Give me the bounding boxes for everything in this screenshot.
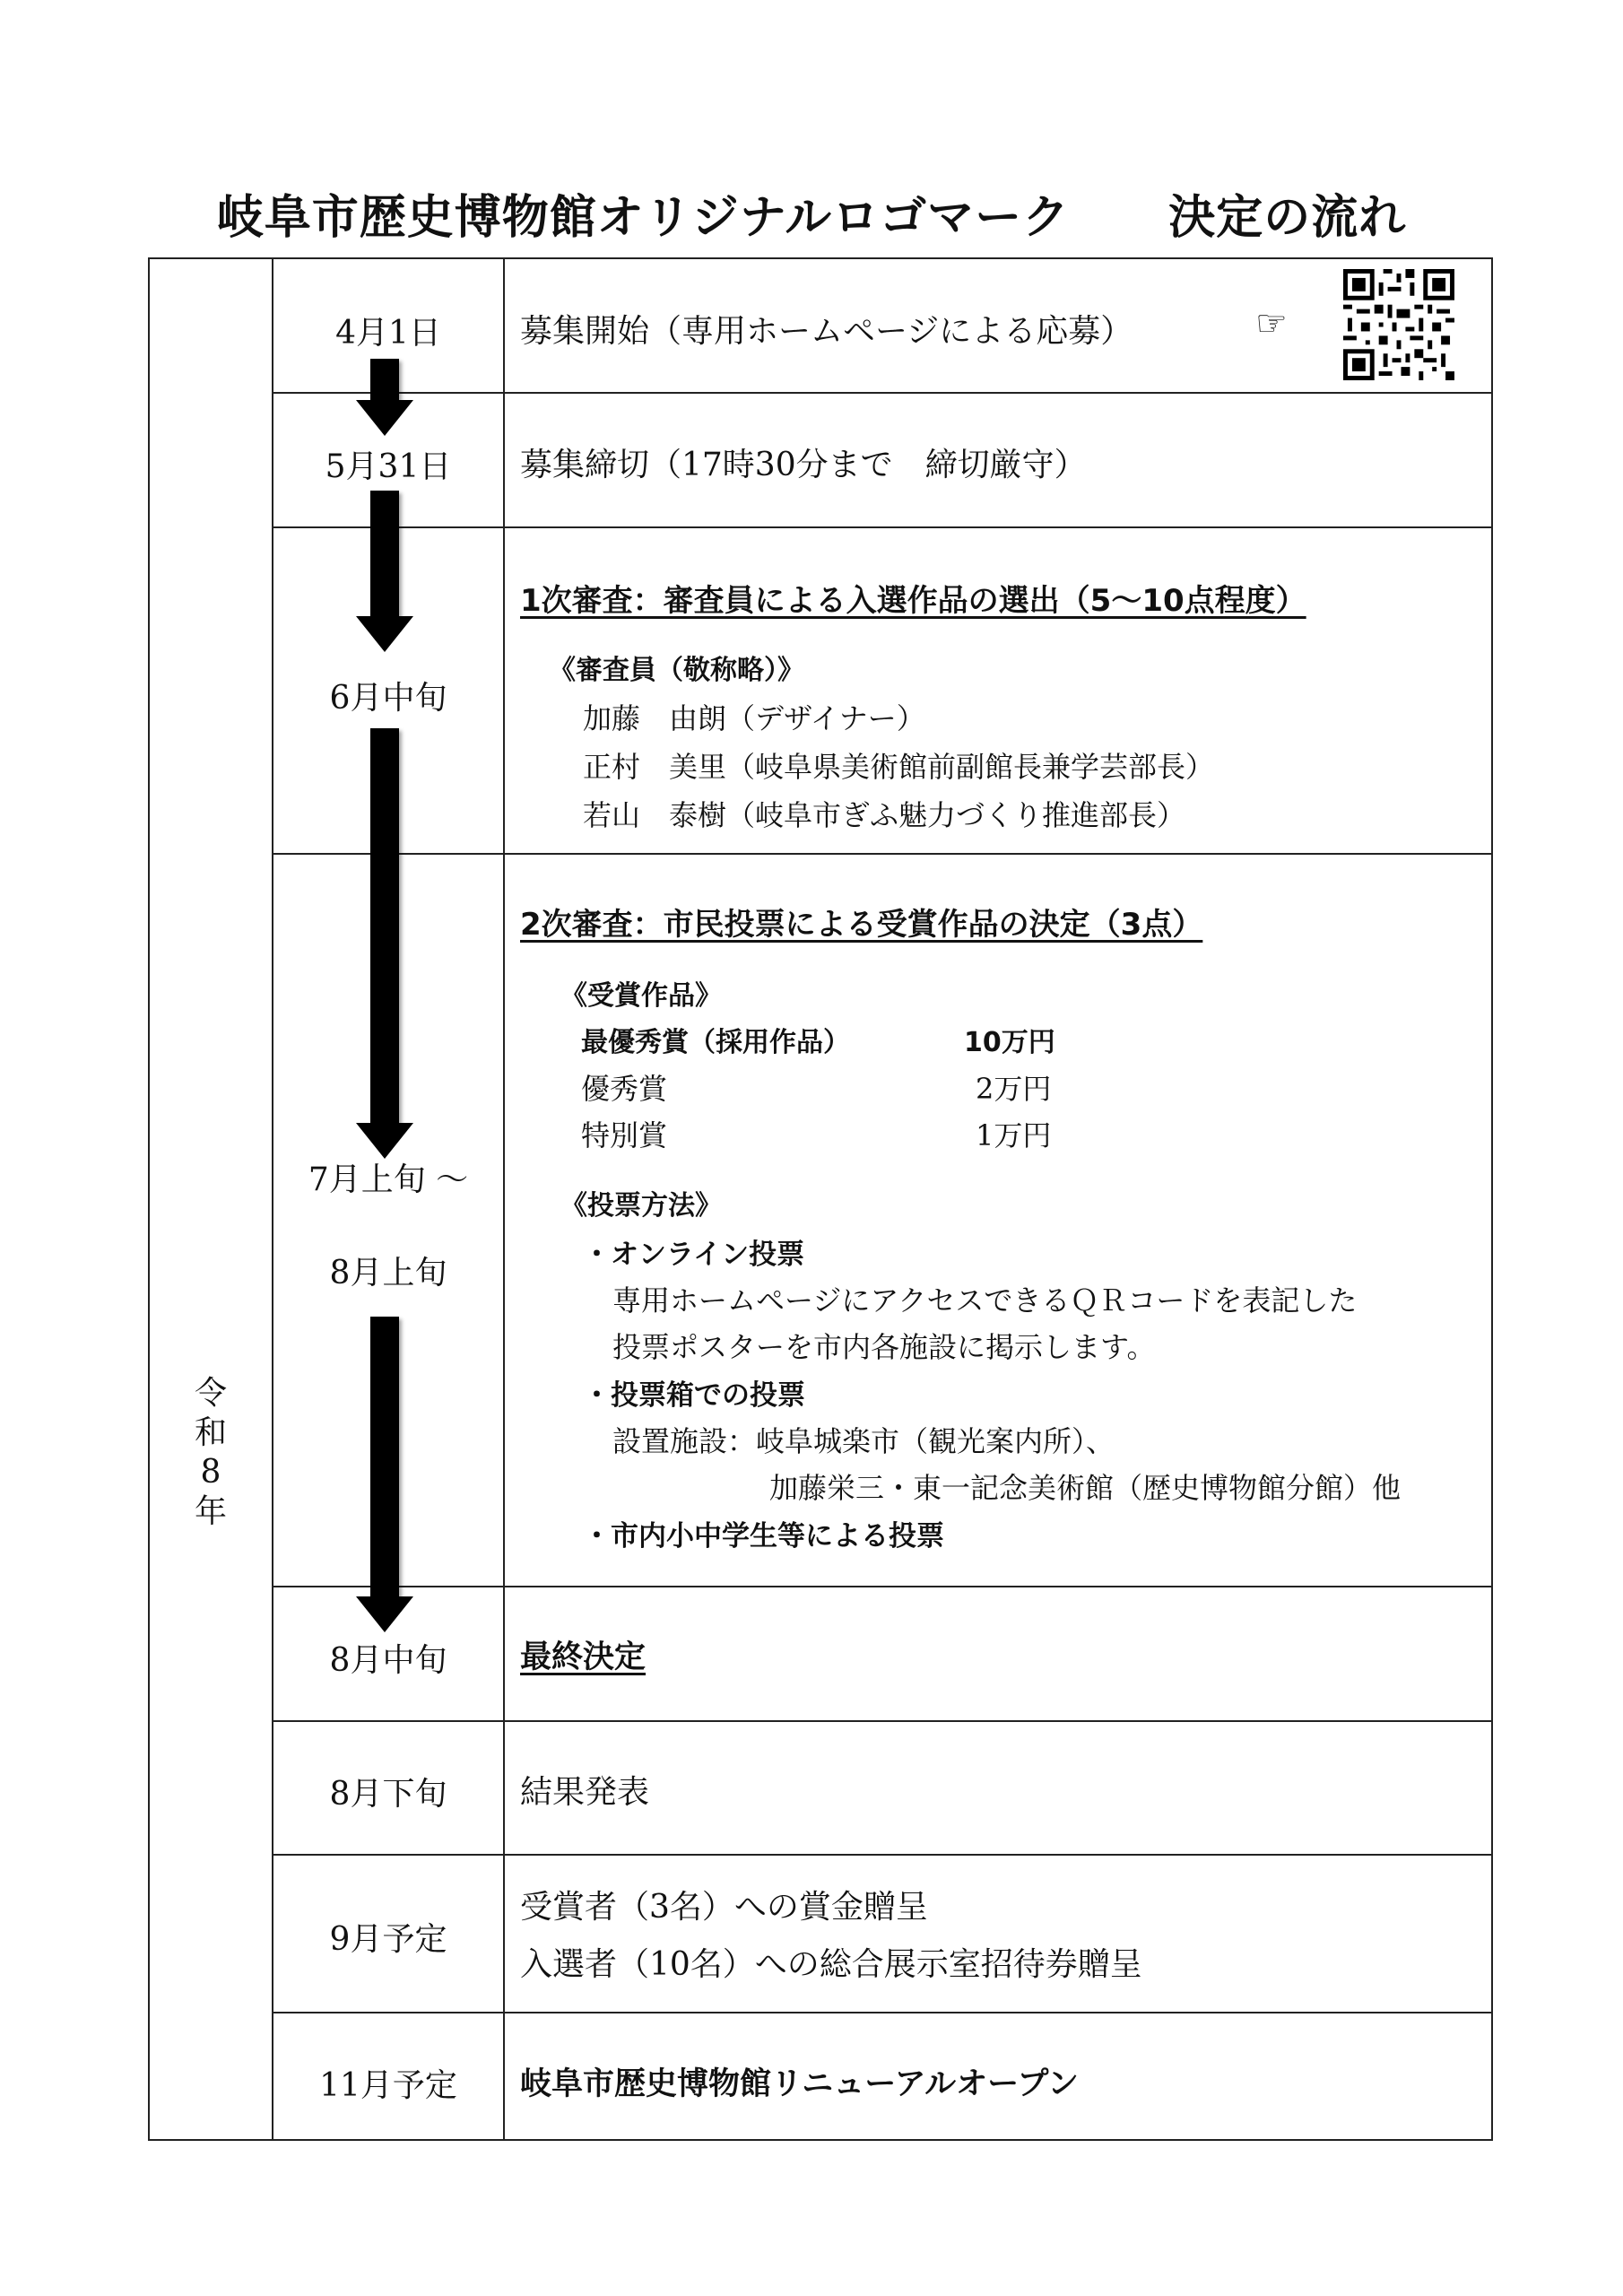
voting-school-title: ・市内小中学生等による投票 [583, 1520, 944, 1552]
awards-title: 《受賞作品》 [560, 980, 722, 1012]
date-september: 9月予定 [329, 1921, 447, 1958]
row-divider [273, 853, 1493, 855]
award-prize: 2万円 [976, 1072, 1052, 1106]
judge-item: 加藤 由朗（デザイナー） [583, 701, 925, 735]
voting-title: 《投票方法》 [560, 1190, 722, 1222]
results-announcement: 結果発表 [520, 1774, 650, 1811]
judge-item: 若山 泰樹（岐阜市ぎふ魅力づくり推進部長） [583, 798, 1186, 832]
date-early-july: 7月上旬 ～ [308, 1161, 469, 1198]
museum-reopening: 岐阜市歴史博物館リニューアルオープン [520, 2066, 1080, 2102]
page-title [0, 179, 1623, 247]
first-review-heading: 1次審査：審査員による入選作品の選出（5～10点程度） [520, 583, 1306, 619]
date-mid-august: 8月中旬 [329, 1642, 447, 1679]
date-apr1: 4月1日 [335, 315, 441, 352]
recruit-start: 募集開始（専用ホームページによる応募） [520, 313, 1133, 350]
award-name: 最優秀賞（採用作品） [581, 1027, 850, 1058]
award-prize: 10万円 [964, 1027, 1055, 1058]
award-prize: 1万円 [976, 1118, 1052, 1152]
row-divider [273, 526, 1493, 528]
date-column-divider [503, 257, 505, 2141]
final-decision: 最終決定 [520, 1639, 647, 1675]
second-review-heading: 2次審査：市民投票による受賞作品の決定（3点） [520, 907, 1203, 943]
title-sub: 決定の流れ [1168, 191, 1407, 245]
era-column [148, 257, 273, 2141]
row-divider [273, 2012, 1493, 2013]
judge-item: 正村 美里（岐阜県美術館前副館長兼学芸部長） [583, 750, 1215, 784]
row-divider [273, 1854, 1493, 1856]
recruit-deadline: 募集締切（17時30分まで 締切厳守） [520, 447, 1087, 483]
date-november: 11月予定 [319, 2067, 457, 2104]
date-mid-june: 6月中旬 [329, 680, 447, 717]
voting-online-desc: 投票ポスターを市内各施設に掲示します。 [612, 1330, 1156, 1364]
title-main: 岐阜市歴史博物館オリジナルロゴマーク [216, 191, 1071, 245]
pointing-hand-icon: ☞ [1255, 303, 1288, 344]
date-early-august: 8月上旬 [329, 1255, 447, 1292]
voting-box-location: 加藤栄三・東一記念美術館（歴史博物館分館）他 [769, 1471, 1402, 1505]
row-divider [273, 1586, 1493, 1587]
row-divider [273, 1720, 1493, 1722]
date-late-august: 8月下旬 [329, 1776, 447, 1813]
award-name: 特別賞 [581, 1118, 668, 1152]
award-name: 優秀賞 [581, 1072, 668, 1106]
row-divider [273, 392, 1493, 394]
voting-online-title: ・オンライン投票 [583, 1239, 805, 1271]
judges-title: 《審査員（敬称略）》 [549, 655, 804, 686]
voting-box-title: ・投票箱での投票 [583, 1379, 805, 1412]
era-label: 令 和 8 年 [194, 1375, 227, 1530]
date-may31: 5月31日 [325, 448, 452, 485]
voting-box-location: 設置施設：岐阜城楽市（観光案内所）、 [612, 1424, 1115, 1458]
qr-code-icon[interactable] [1343, 269, 1454, 380]
prize-presentation: 受賞者（3名）への賞金贈呈 [520, 1889, 928, 1926]
ticket-presentation: 入選者（10名）への総合展示室招待券贈呈 [520, 1946, 1142, 1983]
voting-online-desc: 専用ホームページにアクセスできるＱＲコードを表記した [612, 1283, 1358, 1318]
